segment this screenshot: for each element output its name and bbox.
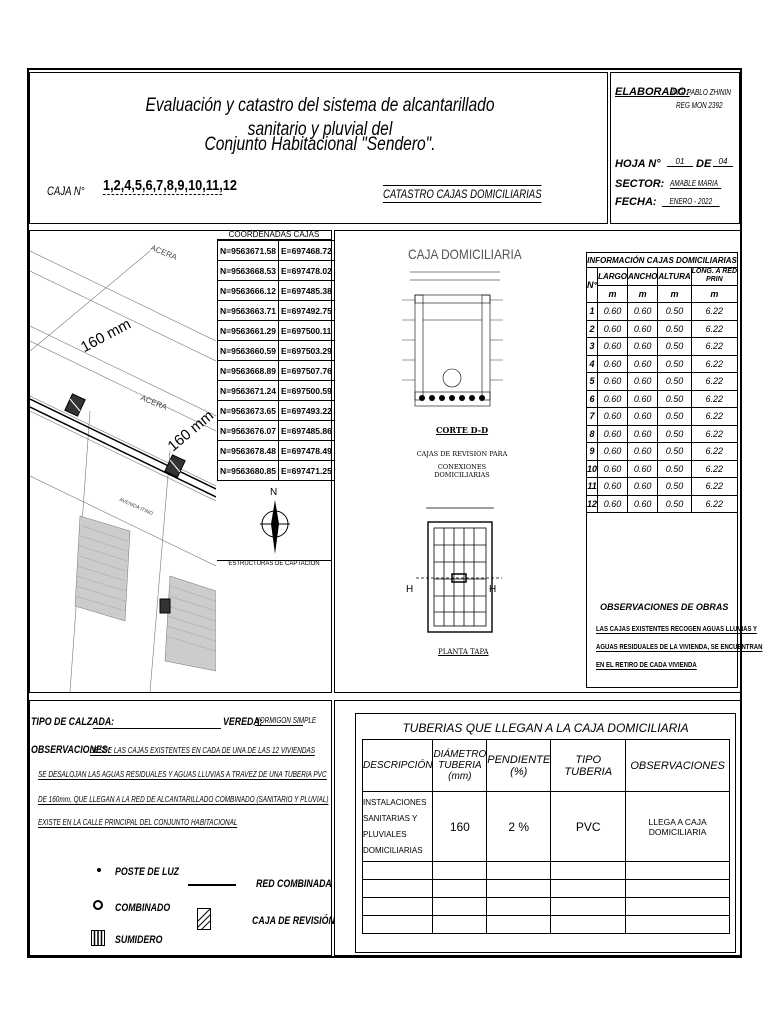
info-cell-long: 6.22 (691, 390, 737, 408)
legend-poste: POSTE DE LUZ (115, 866, 180, 878)
coord-east: E=697478.49 (279, 441, 335, 461)
info-cell-altura: 0.50 (658, 390, 691, 408)
info-cell-altura: 0.50 (658, 355, 691, 373)
info-cell-altura: 0.50 (658, 338, 691, 356)
info-col-altura: ALTURA (658, 268, 691, 286)
info-cell-long: 6.22 (691, 338, 737, 356)
info-cell-ancho: 0.60 (628, 390, 658, 408)
coord-row (218, 241, 335, 261)
fecha-label: FECHA: (615, 196, 657, 208)
de-value: 04 (713, 157, 733, 167)
north-arrow-icon (258, 498, 292, 558)
coord-east: E=697507.76 (279, 361, 335, 381)
tub-header-desc: DESCRIPCIÓN (363, 740, 433, 792)
info-cell-ancho: 0.60 (628, 425, 658, 443)
north-label: N (270, 487, 278, 498)
coord-row (218, 321, 335, 341)
info-cell-long: 6.22 (691, 460, 737, 478)
info-cell-n: 12 (587, 495, 598, 513)
tub-header-pend: PENDIENTE (%) (487, 740, 551, 792)
fecha-value: ENERO - 2022 (662, 197, 720, 207)
de-label: DE (696, 158, 712, 170)
site-plan-drawing (30, 231, 216, 692)
info-cell-altura: 0.50 (658, 408, 691, 426)
red-line-icon (188, 884, 236, 886)
info-col-ancho: ANCHO (628, 268, 658, 286)
coord-east: E=697485.86 (279, 421, 335, 441)
coords-table (217, 240, 335, 481)
info-cell-n: 4 (587, 355, 598, 373)
info-cell-long: 6.22 (691, 303, 737, 321)
info-cell-n: 7 (587, 408, 598, 426)
obs-obras-line2: AGUAS RESIDUALES DE LA VIVIENDA, SE ENCUENTRAN (596, 642, 763, 651)
unit-cell: m (628, 285, 658, 303)
info-cell-long: 6.22 (691, 373, 737, 391)
coord-row (218, 261, 335, 281)
coord-row (218, 381, 335, 401)
info-cell-long: 6.22 (691, 495, 737, 513)
coord-row (218, 301, 335, 321)
info-cell-long: 6.22 (691, 320, 737, 338)
info-cell-ancho: 0.60 (628, 478, 658, 496)
coord-east: E=697492.75 (279, 301, 335, 321)
info-cell-ancho: 0.60 (628, 303, 658, 321)
sumidero-icon (91, 930, 105, 946)
tub-obs: LLEGA A CAJA DOMICILIARIA (626, 792, 730, 862)
coord-row (218, 361, 335, 381)
coord-east: E=697500.59 (279, 381, 335, 401)
info-cell-largo: 0.60 (598, 443, 628, 461)
info-cell-altura: 0.50 (658, 478, 691, 496)
info-cell-long: 6.22 (691, 355, 737, 373)
obs-obras-line3: EN EL RETIRO DE CADA VIVIENDA (596, 660, 697, 669)
tub-header-obs: OBSERVACIONES (626, 740, 730, 792)
info-cell-largo: 0.60 (598, 495, 628, 513)
document-title-line1: Evaluación y catastro del sistema de alcantarillado sanitario y pluvial del (145, 95, 495, 140)
unit-cell: m (691, 285, 737, 303)
coord-north: N=9563673.65 (218, 401, 279, 421)
info-cell-ancho: 0.60 (628, 338, 658, 356)
info-cell-altura: 0.50 (658, 460, 691, 478)
info-cell-long: 6.22 (691, 478, 737, 496)
coord-north: N=9563660.59 (218, 341, 279, 361)
coord-row (218, 441, 335, 461)
info-cell-long: 6.22 (691, 425, 737, 443)
coord-north: N=9563680.85 (218, 461, 279, 481)
hoja-label: HOJA N° (615, 158, 661, 170)
obs-line3: DE 160mm, QUE LLEGAN A LA RED DE ALCANTARILLADO COMBINADO (SANITARIO Y PLUVIAL) (38, 795, 329, 804)
info-cell-altura: 0.50 (658, 495, 691, 513)
corte-label: CORTE D-D (436, 425, 489, 435)
unit-cell: m (598, 285, 628, 303)
coord-north: N=9563663.71 (218, 301, 279, 321)
tub-diam: 160 (433, 792, 487, 862)
avenida-label: AVENIDA ITINO (118, 496, 154, 518)
estructuras-label: ESTRUCTURAS DE CAPTACION (217, 560, 331, 567)
coord-east: E=697503.29 (279, 341, 335, 361)
elaborado-value: ING. PABLO ZHININ (672, 88, 731, 97)
unit-cell: m (658, 285, 691, 303)
coord-east: E=697478.02 (279, 261, 335, 281)
acera-label-1: ACERA (149, 243, 179, 262)
obs-line1: DESDE LAS CAJAS EXISTENTES EN CADA DE UNA DE LAS 12 VIVIENDAS (90, 746, 316, 755)
header-subtitle: CATASTRO CAJAS DOMICILIARIAS (383, 187, 542, 201)
coord-north: N=9563668.53 (218, 261, 279, 281)
info-cell-n: 11 (587, 478, 598, 496)
coord-east: E=697485.38 (279, 281, 335, 301)
combinado-icon (93, 900, 103, 910)
caja-value: 1,2,4,5,6,7,8,9,10,11,12 (103, 177, 237, 194)
info-cell-long: 6.22 (691, 408, 737, 426)
elaborado-reg: REG MON 2392 (676, 101, 723, 110)
obs-obras-title: OBSERVACIONES DE OBRAS (600, 602, 729, 612)
drawing-caption-1: CAJAS DE REVISION PARA (416, 450, 508, 458)
info-cell-ancho: 0.60 (628, 373, 658, 391)
sector-value: AMABLE MARIA (670, 179, 721, 189)
info-cell-n: 6 (587, 390, 598, 408)
coord-row (218, 401, 335, 421)
coord-north: N=9563668.89 (218, 361, 279, 381)
hoja-value: 01 (667, 157, 693, 167)
coord-east: E=697468.72 (279, 241, 335, 261)
coord-row (218, 281, 335, 301)
info-cell-largo: 0.60 (598, 355, 628, 373)
info-col-largo: LARGO (598, 268, 628, 286)
legend-sumidero: SUMIDERO (115, 934, 163, 946)
drawing-title: CAJA DOMICILIARIA (408, 246, 522, 262)
document-title-line2: Conjunto Habitacional "Sendero". (204, 134, 436, 155)
legend-caja: CAJA DE REVISIÓN (252, 915, 335, 927)
caja-label: CAJA N° (47, 184, 85, 198)
info-cell-largo: 0.60 (598, 303, 628, 321)
info-col-long: LONG. A RED PRIN (691, 268, 738, 284)
info-cell-n: 2 (587, 320, 598, 338)
coord-east: E=697500.11 (279, 321, 335, 341)
info-cell-ancho: 0.60 (628, 355, 658, 373)
info-cell-n: 9 (587, 443, 598, 461)
tub-tipo: PVC (551, 792, 626, 862)
info-cell-largo: 0.60 (598, 320, 628, 338)
obs-obras-line1: LAS CAJAS EXISTENTES RECOGEN AGUAS LLUVIAS Y (596, 624, 758, 633)
info-cell-largo: 0.60 (598, 390, 628, 408)
obs-label: OBSERVACIONES: (31, 744, 111, 756)
info-cell-altura: 0.50 (658, 320, 691, 338)
info-cell-altura: 0.50 (658, 443, 691, 461)
info-cell-n: 1 (587, 303, 598, 321)
coord-north: N=9563678.48 (218, 441, 279, 461)
coord-east: E=697471.25 (279, 461, 335, 481)
sector-label: SECTOR: (615, 178, 665, 190)
info-frame (586, 252, 738, 688)
plan-drawing (414, 500, 504, 640)
obs-line4: EXISTE EN LA CALLE PRINCIPAL DEL CONJUNTO HABITACIONAL (38, 818, 238, 827)
plan-h-left: H (406, 584, 414, 595)
info-cell-largo: 0.60 (598, 373, 628, 391)
drawing-caption-2: CONEXIONES DOMICILIARIAS (434, 463, 490, 479)
tuberias-title: TUBERIAS QUE LLEGAN A LA CAJA DOMICILIARIA (402, 721, 689, 735)
info-cell-altura: 0.50 (658, 373, 691, 391)
info-cell-n: 5 (587, 373, 598, 391)
section-drawing (400, 270, 520, 420)
coord-east: E=697493.22 (279, 401, 335, 421)
tipo-calzada-label: TIPO DE CALZADA: (31, 716, 115, 728)
obs-line2: SE DESALOJAN LAS AGUAS RESIDUALES Y AGUAS LLUVIAS A TRAVEZ DE UNA TUBERIA PVC (38, 770, 327, 779)
coord-north: N=9563666.12 (218, 281, 279, 301)
info-cell-ancho: 0.60 (628, 408, 658, 426)
info-cell-ancho: 0.60 (628, 443, 658, 461)
coord-row (218, 341, 335, 361)
acera-label-2: ACERA (139, 393, 169, 412)
coord-row (218, 421, 335, 441)
info-cell-n: 3 (587, 338, 598, 356)
planta-label: PLANTA TAPA (438, 648, 489, 656)
coord-north: N=9563676.07 (218, 421, 279, 441)
tub-header-tipo: TIPO TUBERIA (551, 740, 626, 792)
coord-north: N=9563671.58 (218, 241, 279, 261)
coords-title: COORDENADAS CAJAS (217, 230, 331, 240)
info-col-n: N° (587, 268, 598, 303)
vereda-value: HORMIGON SIMPLE (255, 716, 317, 725)
tub-desc: INSTALACIONES SANITARIAS Y PLUVIALES DOMICILIARIAS (363, 792, 433, 862)
tub-pend: 2 % (487, 792, 551, 862)
poste-icon (97, 868, 101, 872)
info-title: INFORMACIÓN CAJAS DOMICILIARIAS (587, 253, 738, 268)
info-cell-ancho: 0.60 (628, 495, 658, 513)
info-cell-ancho: 0.60 (628, 460, 658, 478)
coord-north: N=9563671.24 (218, 381, 279, 401)
tub-header-diam: DIÁMETRO TUBERIA (mm) (433, 740, 487, 792)
info-cell-ancho: 0.60 (628, 320, 658, 338)
legend-red: RED COMBINADA (256, 878, 332, 890)
info-cell-largo: 0.60 (598, 408, 628, 426)
info-cell-largo: 0.60 (598, 425, 628, 443)
info-cell-largo: 0.60 (598, 478, 628, 496)
info-cell-largo: 0.60 (598, 460, 628, 478)
vereda-label: VEREDA: (223, 716, 263, 728)
plan-h-right: H (489, 584, 497, 595)
caja-revision-icon (197, 908, 211, 930)
tuberias-table (362, 739, 730, 934)
elaborado-label: ELABORADO: (615, 86, 690, 98)
info-cell-altura: 0.50 (658, 303, 691, 321)
coord-north: N=9563661.29 (218, 321, 279, 341)
pipe-label-1: 160 mm (78, 315, 134, 357)
pipe-label-2: 160 mm (164, 407, 217, 456)
legend-combinado: COMBINADO (115, 902, 171, 914)
info-cell-altura: 0.50 (658, 425, 691, 443)
info-cell-n: 8 (587, 425, 598, 443)
info-cell-n: 10 (587, 460, 598, 478)
info-cell-long: 6.22 (691, 443, 737, 461)
tipo-calzada-line (93, 728, 221, 729)
coord-row (218, 461, 335, 481)
info-cell-largo: 0.60 (598, 338, 628, 356)
